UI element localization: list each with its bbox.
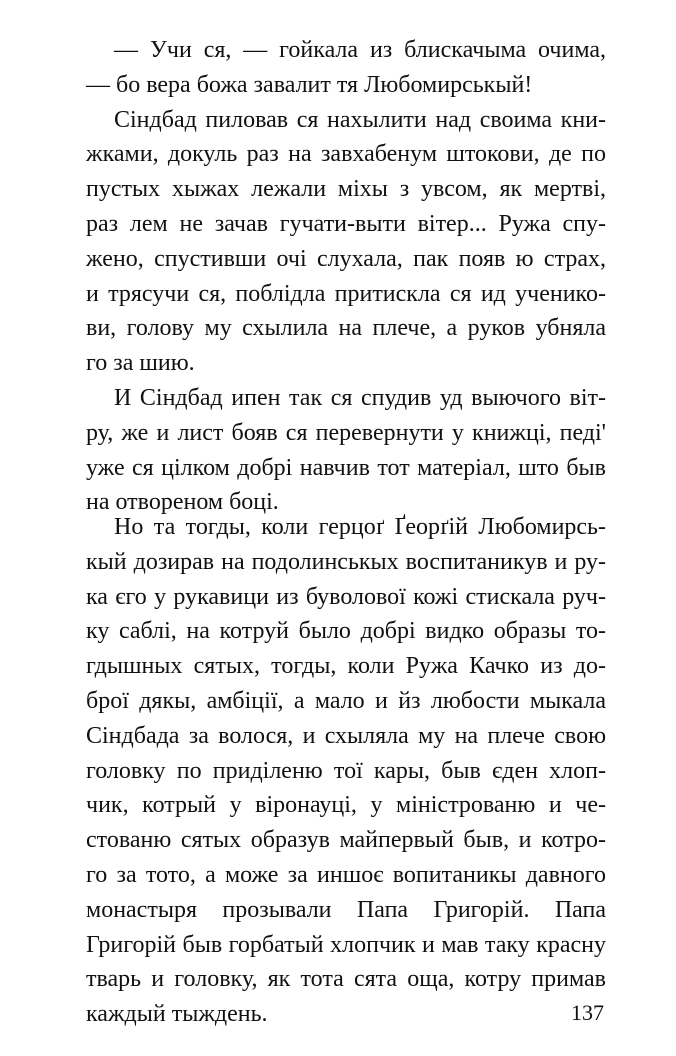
text-line: чик, котрый у віронауці, у міністрованю и че- bbox=[86, 792, 606, 819]
text-section-top bbox=[86, 33, 606, 520]
text-line: раз лем не зачав гучати-выти вітер... Ружа спу- bbox=[86, 210, 606, 237]
text-line: брої дякы, амбіції, а мало и йз любости мыкала bbox=[86, 687, 606, 714]
text-line: гдышных сятых, тогды, коли Ружа Качко из до- bbox=[86, 653, 606, 680]
text-line: стованю сятых образув майпервый быв, и котро- bbox=[86, 827, 606, 854]
text-line: — бо вера божа завалит тя Любомирськый! bbox=[86, 71, 533, 98]
text-line: Сіндбад пиловав ся нахылити над своима кни- bbox=[114, 106, 606, 133]
text-line: уже ся цілком добрі навчив тот матеріал, што быв bbox=[86, 454, 606, 481]
page-number: 137 bbox=[571, 1000, 604, 1025]
paragraph bbox=[86, 510, 606, 1032]
text-line: тварь и головку, як тота сята оща, котру примав bbox=[86, 966, 606, 993]
text-line: Григорій быв горбатый хлопчик и мав таку красну bbox=[86, 931, 606, 958]
text-line: го за тото, а може за иншоє вопитаникы давного bbox=[86, 861, 606, 888]
text-line: жено, спустивши очі слухала, пак появ ю страх, bbox=[86, 245, 606, 272]
text-line: Сіндбада за волося, и схыляла му на плече свою bbox=[86, 722, 606, 749]
paragraph bbox=[86, 33, 606, 103]
paragraph bbox=[86, 103, 606, 381]
text-line: И Сіндбад ипен так ся спудив уд выючого віт- bbox=[114, 384, 606, 411]
text-line: жками, докуль раз на завхабенум штокови, де по bbox=[86, 141, 606, 168]
text-line: ви, голову му схылила на плече, а руков убняла bbox=[86, 315, 606, 342]
text-line: монастыря прозывали Папа Григорій. Папа bbox=[86, 896, 606, 923]
text-line: ру, же и лист бояв ся перевернути у книжці, педі' bbox=[86, 419, 606, 446]
text-line: пустых хыжах лежали міхы з увсом, як мертві, bbox=[86, 176, 606, 203]
text-line: головку по приділеню тої кары, быв єден хлоп- bbox=[86, 757, 606, 784]
paragraph bbox=[86, 381, 606, 520]
text-line: кый дозирав на подолинськых воспитаникув и ру- bbox=[86, 548, 606, 575]
text-line: каждый тыждень. bbox=[86, 1001, 268, 1028]
text-line: и трясучи ся, поблідла притискла ся ид ученико- bbox=[86, 280, 606, 307]
text-section-bottom bbox=[86, 510, 606, 1032]
text-line: го за шию. bbox=[86, 350, 195, 377]
text-line: ка єго у рукавици из буволової кожі стискала руч- bbox=[86, 583, 606, 610]
text-line: ку саблі, на котруй было добрі видко образы то- bbox=[86, 618, 606, 645]
text-line: на отвореном боці. bbox=[86, 489, 279, 516]
text-line: Но та тогды, коли герцоґ Ґеорґій Любомирсь- bbox=[114, 514, 606, 540]
text-line: — Учи ся, — гойкала из блискачыма очима, bbox=[114, 37, 606, 63]
